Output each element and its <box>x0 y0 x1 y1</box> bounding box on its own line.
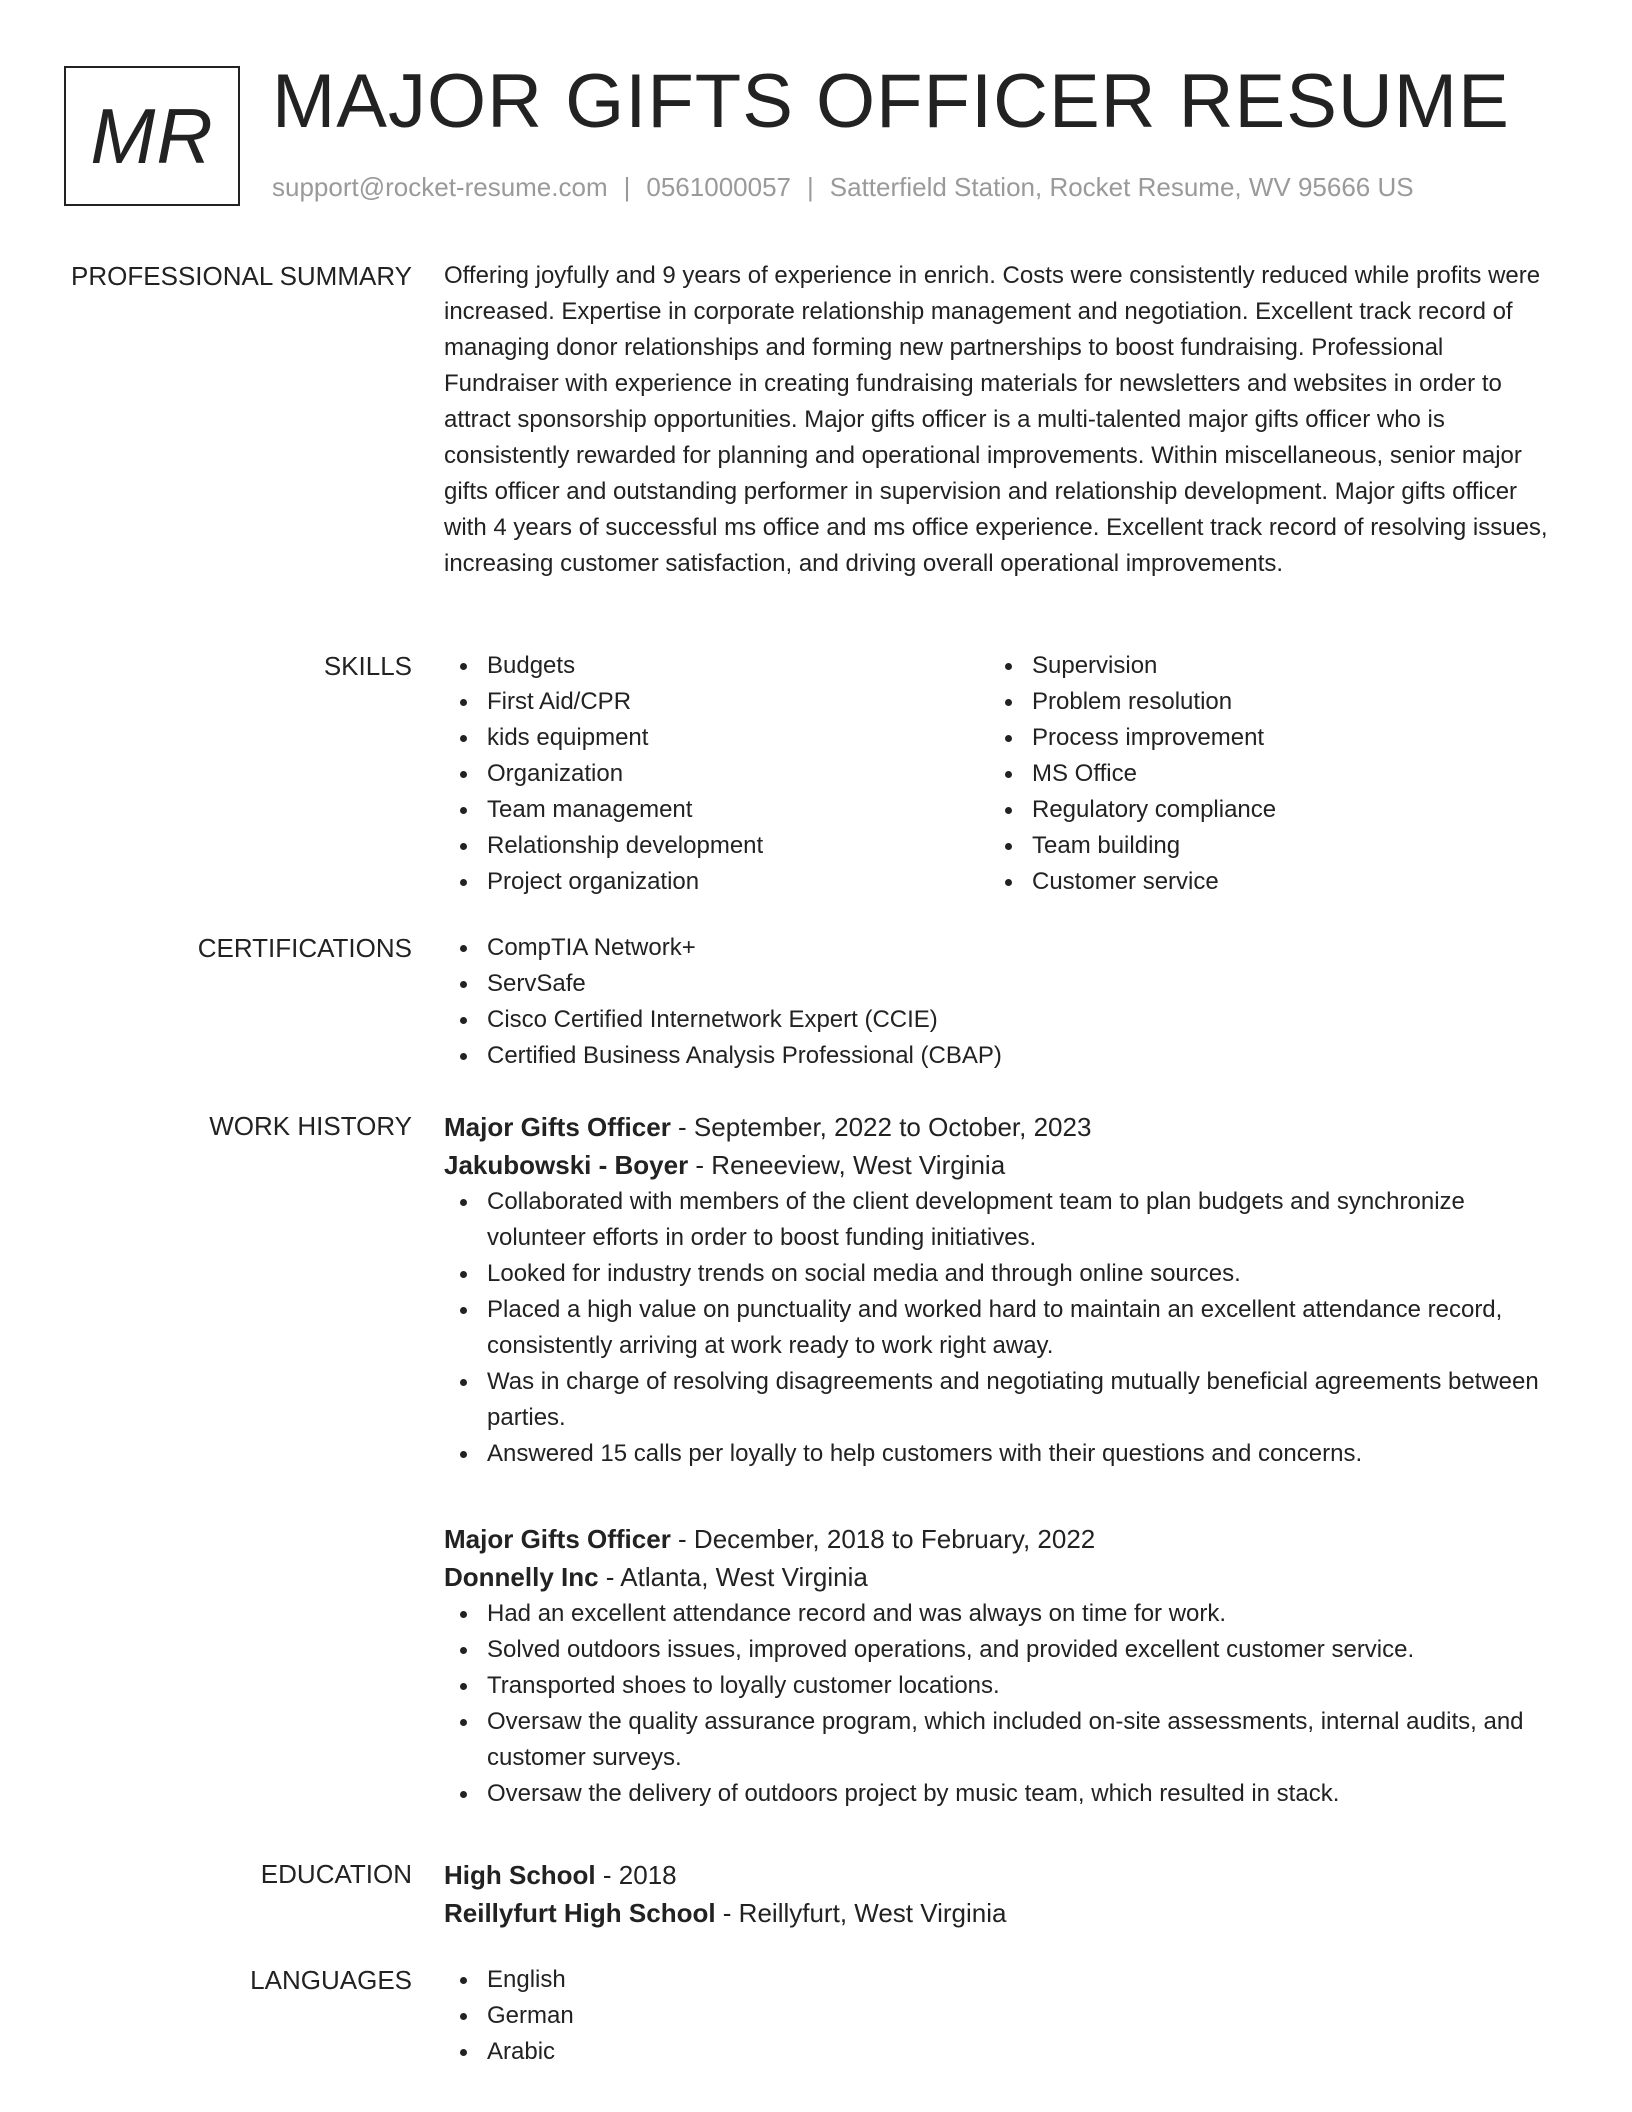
job-duty: Solved outdoors issues, improved operations, and provided excellent customer service. <box>444 1632 1556 1668</box>
job-dates: - December, 2018 to February, 2022 <box>670 1524 1096 1554</box>
certification-item: ServSafe <box>444 966 1556 1002</box>
skill-item: kids equipment <box>444 720 989 756</box>
job-duty: Oversaw the quality assurance program, which included on-site assessments, internal audits, and customer surveys. <box>444 1704 1556 1776</box>
skill-item: First Aid/CPR <box>444 684 989 720</box>
skill-item: Team management <box>444 792 989 828</box>
languages-list <box>444 1962 1556 2070</box>
contact-phone: 0561000057 <box>646 172 791 202</box>
job-title-line <box>444 1108 1556 1146</box>
summary-heading: PROFESSIONAL SUMMARY <box>71 261 412 291</box>
contact-email: support@rocket-resume.com <box>272 172 608 202</box>
education-heading: EDUCATION <box>260 1859 412 1889</box>
skills-list-left <box>444 648 989 900</box>
contact-separator: | <box>807 172 814 202</box>
skill-item: Team building <box>989 828 1534 864</box>
skills-body <box>444 648 1556 900</box>
education-degree: High School <box>444 1860 596 1890</box>
education-year: - 2018 <box>595 1860 677 1890</box>
skill-item: MS Office <box>989 756 1534 792</box>
language-item: German <box>444 1998 1556 2034</box>
summary-body <box>444 258 1556 582</box>
resume-title: MAJOR GIFTS OFFICER RESUME <box>272 59 1510 144</box>
job-company-line <box>444 1558 1556 1596</box>
job-dates: - September, 2022 to October, 2023 <box>670 1112 1092 1142</box>
certifications-list <box>444 930 1556 1074</box>
job-duty: Collaborated with members of the client development team to plan budgets and synchronize volunteer efforts in order to boost funding initiatives. <box>444 1184 1556 1256</box>
job-duty: Transported shoes to loyally customer locations. <box>444 1668 1556 1704</box>
job-location: - Reneeview, West Virginia <box>688 1150 1006 1180</box>
job-company: Jakubowski - Boyer <box>444 1150 689 1180</box>
work-history-body <box>444 1520 1556 1812</box>
certification-item: Cisco Certified Internetwork Expert (CCIE) <box>444 1002 1556 1038</box>
languages-body <box>444 1962 1556 2070</box>
language-item: English <box>444 1962 1556 1998</box>
job-title-line <box>444 1520 1556 1558</box>
education-school: Reillyfurt High School <box>444 1898 716 1928</box>
contact-line <box>272 172 1414 203</box>
skill-item: Budgets <box>444 648 989 684</box>
job-duty: Answered 15 calls per loyally to help customers with their questions and concerns. <box>444 1436 1556 1472</box>
languages-heading: LANGUAGES <box>250 1965 412 1995</box>
job-company-line <box>444 1146 1556 1184</box>
certifications-heading: CERTIFICATIONS <box>197 933 412 963</box>
job-title: Major Gifts Officer <box>444 1112 671 1142</box>
work-history-heading: WORK HISTORY <box>209 1111 412 1141</box>
summary-text: Offering joyfully and 9 years of experience in enrich. Costs were consistently reduced while profits were increased. Expertise in corporate relationship management and negotiation. Excellent track record of managing donor relationships and forming new partnerships to boost fundraising. Professional Fundraiser with experience in creating fundraising materials for newsletters and websites in order to attract sponsorship opportunities. Major gifts officer is a multi-talented major gifts officer who is consistently rewarded for planning and operational improvements. Within miscellaneous, senior major gifts officer and outstanding performer in supervision and relationship development. Major gifts officer with 4 years of successful ms office and ms office experience. Excellent track record of resolving issues, increasing customer satisfaction, and driving overall operational improvements. <box>444 262 1548 577</box>
job-entry <box>444 1520 1556 1812</box>
education-degree-line <box>444 1856 1556 1894</box>
monogram: MR <box>64 66 240 206</box>
education-body <box>444 1856 1556 1932</box>
skill-item: Relationship development <box>444 828 989 864</box>
skill-item: Customer service <box>989 864 1534 900</box>
certification-item: Certified Business Analysis Professional (CBAP) <box>444 1038 1556 1074</box>
skill-item: Process improvement <box>989 720 1534 756</box>
job-title: Major Gifts Officer <box>444 1524 671 1554</box>
job-duty: Had an excellent attendance record and was always on time for work. <box>444 1596 1556 1632</box>
skill-item: Regulatory compliance <box>989 792 1534 828</box>
contact-address: Satterfield Station, Rocket Resume, WV 95666 US <box>829 172 1414 202</box>
skills-heading: SKILLS <box>323 651 412 681</box>
job-duties-list <box>444 1184 1556 1472</box>
job-duty: Was in charge of resolving disagreements and negotiating mutually beneficial agreements between parties. <box>444 1364 1556 1436</box>
education-school-line <box>444 1894 1556 1932</box>
certifications-body <box>444 930 1556 1074</box>
education-location: - Reillyfurt, West Virginia <box>715 1898 1007 1928</box>
job-location: - Atlanta, West Virginia <box>598 1562 868 1592</box>
skill-item: Project organization <box>444 864 989 900</box>
contact-separator: | <box>623 172 631 202</box>
skill-item: Problem resolution <box>989 684 1534 720</box>
job-entry <box>444 1108 1556 1472</box>
certification-item: CompTIA Network+ <box>444 930 1556 966</box>
job-duties-list <box>444 1596 1556 1812</box>
skill-item: Supervision <box>989 648 1534 684</box>
skill-item: Organization <box>444 756 989 792</box>
language-item: Arabic <box>444 2034 1556 2070</box>
work-history-body <box>444 1108 1556 1472</box>
skills-list-right <box>989 648 1534 900</box>
job-duty: Looked for industry trends on social media and through online sources. <box>444 1256 1556 1292</box>
job-company: Donnelly Inc <box>444 1562 599 1592</box>
job-duty: Oversaw the delivery of outdoors project by music team, which resulted in stack. <box>444 1776 1556 1812</box>
job-duty: Placed a high value on punctuality and worked hard to maintain an excellent attendance record, consistently arriving at work ready to work right away. <box>444 1292 1556 1364</box>
